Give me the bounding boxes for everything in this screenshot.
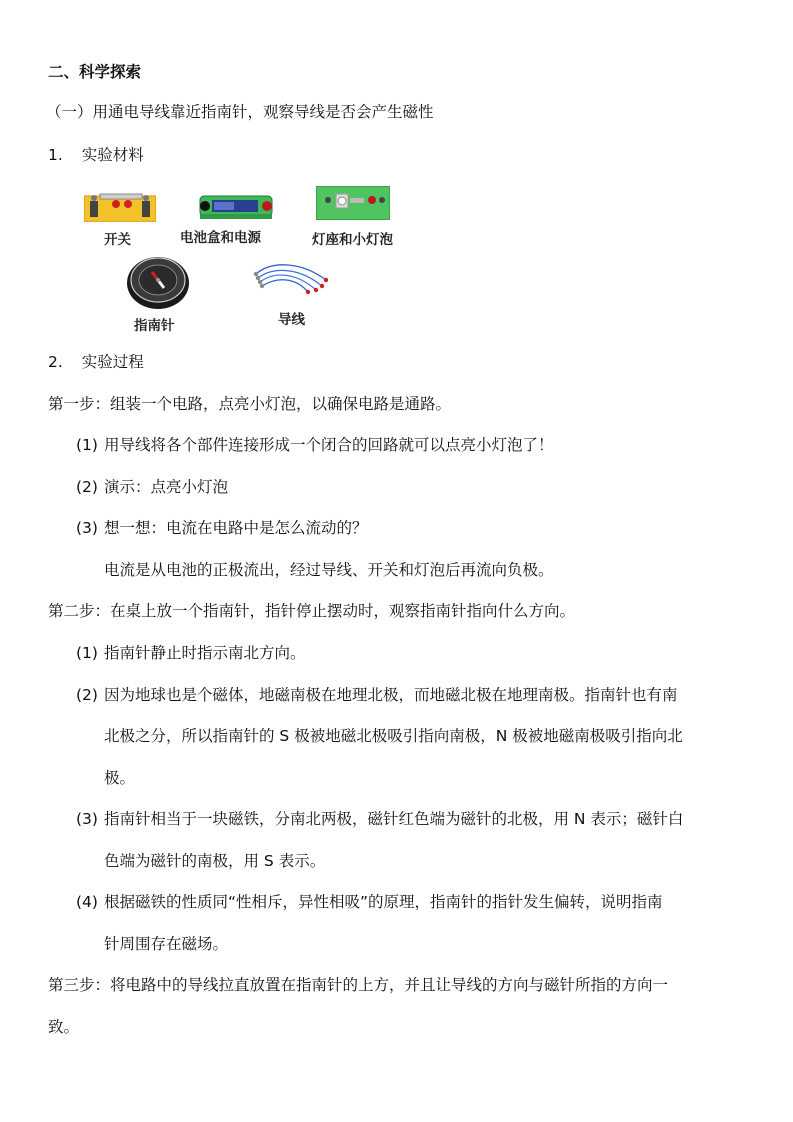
process-heading-num: 2. — [48, 353, 63, 371]
step1-item-num: (3) — [76, 519, 98, 537]
materials-heading-text: 实验材料 — [81, 146, 144, 164]
step2-item-num: (3) — [76, 810, 98, 828]
step2-item-text: 因为地球也是个磁体，地磁南极在地理北极，而地磁北极在地理南极。指南针也有南 — [103, 686, 678, 704]
step2-item-num: (1) — [76, 644, 98, 662]
process-heading — [48, 351, 144, 373]
step3-text-cont: 致。 — [48, 1018, 80, 1036]
step1-item-num: (1) — [76, 436, 98, 454]
switch-icon — [84, 188, 156, 222]
step2-item-2-cont: 极。 — [104, 769, 136, 787]
step2-item-3-cont: 色端为磁针的南极，用 S 表示。 — [104, 852, 326, 870]
step1-item-text: 想一想：电流在电路中是怎么流动的？ — [103, 519, 368, 537]
step1-item-text: 用导线将各个部件连接形成一个闭合的回路就可以点亮小灯泡了！ — [103, 436, 554, 454]
lamp-holder-icon — [316, 186, 390, 220]
material-label-wires: 导线 — [278, 312, 305, 328]
step1-item-2 — [76, 476, 228, 498]
step2-item-4 — [76, 891, 663, 913]
material-label-battery-box: 电池盒和电源 — [180, 230, 261, 246]
step2-item-4-cont: 针周围存在磁场。 — [104, 935, 229, 953]
step2-item-3 — [76, 808, 683, 830]
section-title: 二、科学探索 — [48, 63, 142, 81]
step2-item-text: 指南针相当于一块磁铁，分南北两极，磁针红色端为磁针的北极，用 N 表示；磁针白 — [103, 810, 684, 828]
step2-item-2 — [76, 684, 677, 706]
subtitle: （一）用通电导线靠近指南针，观察导线是否会产生磁性 — [46, 103, 434, 121]
material-label-switch: 开关 — [104, 232, 131, 248]
step3-text: 第三步：将电路中的导线拉直放置在指南针的上方，并且让导线的方向与磁针所指的方向一 — [48, 976, 669, 994]
step2-title: 第二步：在桌上放一个指南针，指针停止摆动时，观察指南针指向什么方向。 — [48, 602, 576, 620]
step2-item-text: 指南针静止时指示南北方向。 — [103, 644, 306, 662]
material-label-compass: 指南针 — [134, 318, 175, 334]
step1-item-num: (2) — [76, 478, 98, 496]
step2-item-2-cont: 北极之分，所以指南针的 S 极被地磁北极吸引指向南极，N 极被地磁南极吸引指向北 — [104, 727, 683, 745]
process-heading-text: 实验过程 — [81, 353, 144, 371]
step1-item-1 — [76, 434, 553, 456]
material-label-lamp-holder: 灯座和小灯泡 — [312, 232, 393, 248]
materials-heading — [48, 144, 144, 166]
step1-title: 第一步：组装一个电路，点亮小灯泡，以确保电路是通路。 — [48, 395, 452, 413]
compass-icon — [126, 252, 190, 310]
step2-item-1 — [76, 642, 305, 664]
step2-item-num: (4) — [76, 893, 98, 911]
step2-item-num: (2) — [76, 686, 98, 704]
step1-item-3 — [76, 517, 367, 539]
wires-icon — [248, 258, 332, 298]
step1-answer: 电流是从电池的正极流出，经过导线、开关和灯泡后再流向负极。 — [104, 561, 554, 579]
step2-item-text: 根据磁铁的性质同“性相斥，异性相吸”的原理，指南针的指针发生偏转，说明指南 — [103, 893, 663, 911]
step1-item-text: 演示：点亮小灯泡 — [103, 478, 228, 496]
materials-heading-num: 1. — [48, 146, 63, 164]
battery-box-icon — [198, 190, 274, 220]
